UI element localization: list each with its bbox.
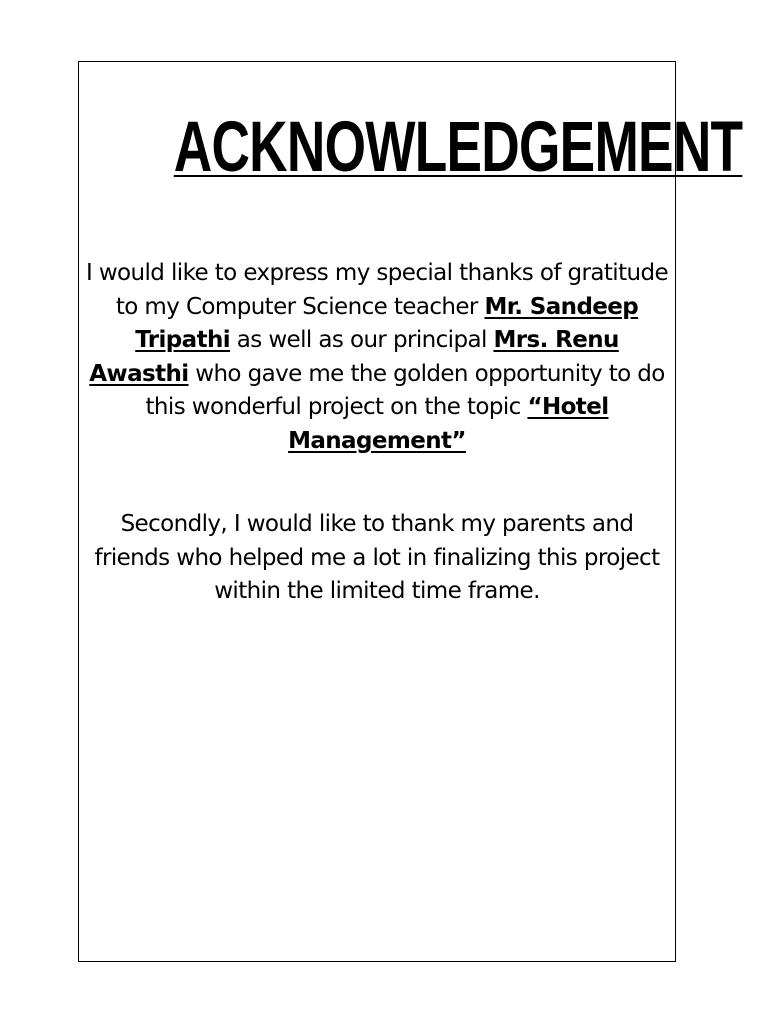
paragraph1-text-2: as well as our principal [230, 327, 494, 353]
page-border [78, 61, 743, 962]
page-title [79, 108, 743, 187]
principal-name: Mrs. Renu Awasthi [89, 327, 619, 387]
paragraph1-text-1: I would like to express my special thanks of gratitude to my Computer Science teacher [85, 260, 669, 320]
thanks-paragraph [85, 508, 669, 609]
paragraph1-text-3: who gave me the golden opportunity to do this wonderful project on the topic [145, 360, 665, 420]
paragraph2-text: Secondly, I would like to thank my parents and friends who helped me a lot in finalizing this project within the limited time frame. [94, 511, 660, 604]
project-topic: “Hotel Management” [288, 394, 609, 454]
acknowledgement-paragraph [85, 257, 669, 458]
teacher-name: Mr. Sandeep Tripathi [135, 293, 639, 353]
page-title-text: ACKNOWLEDGEMENT [173, 108, 743, 187]
